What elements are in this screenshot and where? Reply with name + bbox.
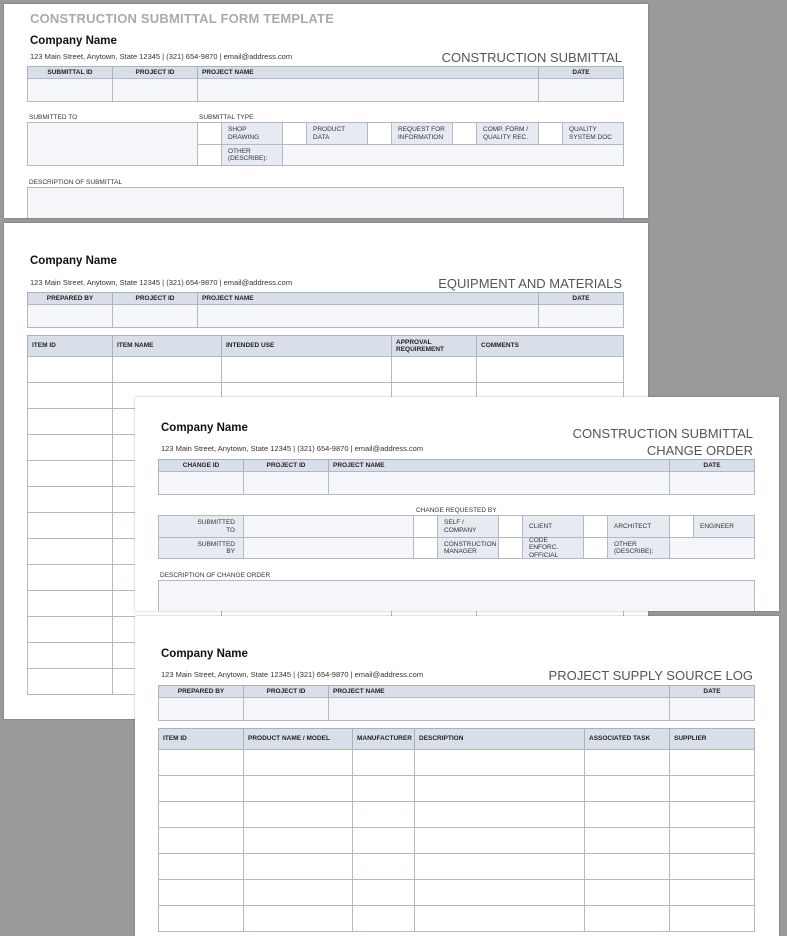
- form-title: CONSTRUCTION SUBMITTAL: [441, 50, 622, 65]
- other-describe-input[interactable]: [282, 144, 624, 166]
- table-cell[interactable]: [584, 801, 670, 828]
- table-cell[interactable]: [27, 382, 113, 409]
- checkbox-engineer[interactable]: [669, 515, 694, 538]
- table-cell[interactable]: [158, 827, 244, 854]
- table-cell[interactable]: [352, 749, 415, 776]
- table-cell[interactable]: [584, 853, 670, 880]
- option-product-data: PRODUCT DATA: [306, 122, 368, 145]
- header-project-name: PROJECT NAME: [328, 459, 670, 472]
- table-cell[interactable]: [352, 801, 415, 828]
- header-prepared-by: PREPARED BY: [27, 292, 113, 305]
- table-cell[interactable]: [243, 853, 353, 880]
- company-name: Company Name: [30, 35, 117, 47]
- table-cell[interactable]: [414, 879, 585, 906]
- col-manufacturer: MANUFACTURER: [352, 728, 415, 750]
- other-describe-input[interactable]: [669, 537, 755, 559]
- header-change-id: CHANGE ID: [158, 459, 244, 472]
- header-project-id: PROJECT ID: [112, 292, 198, 305]
- checkbox-shop-drawing[interactable]: [197, 122, 222, 145]
- form-title-line1: CONSTRUCTION SUBMITTAL: [572, 426, 753, 441]
- header-date: DATE: [538, 66, 624, 79]
- table-cell[interactable]: [243, 749, 353, 776]
- option-other: OTHER (DESCRIBE):: [221, 144, 283, 166]
- table-cell[interactable]: [158, 749, 244, 776]
- table-cell[interactable]: [243, 879, 353, 906]
- header-prepared-by: PREPARED BY: [158, 685, 244, 698]
- submitted-to-input[interactable]: [27, 122, 198, 166]
- header-submittal-id: SUBMITTAL ID: [27, 66, 113, 79]
- table-cell[interactable]: [27, 564, 113, 591]
- table-cell[interactable]: [158, 905, 244, 932]
- header-date: DATE: [669, 685, 755, 698]
- page-change-order: [135, 397, 779, 611]
- submitted-by-input[interactable]: [243, 537, 414, 559]
- checkbox-other[interactable]: [197, 144, 222, 166]
- option-code-enforcement: CODE ENFORC. OFFICIAL: [522, 537, 584, 559]
- change-requested-by-label: CHANGE REQUESTED BY: [416, 507, 497, 514]
- table-cell[interactable]: [584, 775, 670, 802]
- table-cell[interactable]: [352, 853, 415, 880]
- project-name-input[interactable]: [197, 78, 539, 102]
- table-cell[interactable]: [27, 356, 113, 383]
- template-title: CONSTRUCTION SUBMITTAL FORM TEMPLATE: [30, 11, 335, 26]
- table-cell[interactable]: [27, 590, 113, 617]
- table-cell[interactable]: [584, 905, 670, 932]
- table-cell[interactable]: [243, 775, 353, 802]
- table-cell[interactable]: [27, 668, 113, 695]
- table-cell[interactable]: [112, 356, 222, 383]
- prepared-by-input[interactable]: [27, 304, 113, 328]
- table-cell[interactable]: [243, 905, 353, 932]
- table-cell[interactable]: [414, 749, 585, 776]
- table-cell[interactable]: [584, 827, 670, 854]
- col-supplier: SUPPLIER: [669, 728, 755, 750]
- table-cell[interactable]: [352, 775, 415, 802]
- col-item-id: ITEM ID: [158, 728, 244, 750]
- description-input[interactable]: [27, 187, 624, 218]
- table-cell[interactable]: [584, 879, 670, 906]
- company-address: 123 Main Street, Anytown, State 12345 | (321) 654-9870 | email@address.com: [30, 278, 293, 287]
- col-item-name: ITEM NAME: [112, 335, 222, 357]
- table-cell[interactable]: [669, 879, 755, 906]
- table-cell[interactable]: [669, 801, 755, 828]
- option-architect: ARCHITECT: [607, 515, 670, 538]
- form-title: [573, 426, 753, 460]
- form-title: EQUIPMENT AND MATERIALS: [438, 276, 622, 291]
- table-cell[interactable]: [669, 827, 755, 854]
- project-name-input[interactable]: [197, 304, 539, 328]
- col-intended-use: INTENDED USE: [221, 335, 392, 357]
- checkbox-comp-form[interactable]: [452, 122, 477, 145]
- table-cell[interactable]: [669, 749, 755, 776]
- table-cell[interactable]: [414, 801, 585, 828]
- checkbox-client[interactable]: [498, 515, 523, 538]
- table-cell[interactable]: [243, 827, 353, 854]
- header-project-name: PROJECT NAME: [197, 66, 539, 79]
- table-cell[interactable]: [476, 356, 624, 383]
- table-cell[interactable]: [221, 356, 392, 383]
- header-project-name: PROJECT NAME: [197, 292, 539, 305]
- table-cell[interactable]: [414, 905, 585, 932]
- table-cell[interactable]: [414, 853, 585, 880]
- form-title-line2: CHANGE ORDER: [646, 442, 753, 458]
- submitted-to-label: SUBMITTED TO: [158, 515, 244, 538]
- table-cell[interactable]: [352, 827, 415, 854]
- table-cell[interactable]: [414, 827, 585, 854]
- prepared-by-input[interactable]: [158, 697, 244, 721]
- checkbox-architect[interactable]: [583, 515, 608, 538]
- company-name: Company Name: [161, 422, 248, 434]
- project-name-input[interactable]: [328, 471, 670, 495]
- table-cell[interactable]: [158, 879, 244, 906]
- checkbox-other[interactable]: [583, 537, 608, 559]
- table-cell[interactable]: [414, 775, 585, 802]
- option-quality-doc: QUALITY SYSTEM DOC: [562, 122, 624, 145]
- table-cell[interactable]: [27, 512, 113, 539]
- table-cell[interactable]: [27, 642, 113, 669]
- col-item-id: ITEM ID: [27, 335, 113, 357]
- project-id-input[interactable]: [243, 697, 329, 721]
- company-address: 123 Main Street, Anytown, State 12345 | (321) 654-9870 | email@address.com: [30, 52, 293, 61]
- project-name-input[interactable]: [328, 697, 670, 721]
- table-cell[interactable]: [243, 801, 353, 828]
- header-project-id: PROJECT ID: [243, 459, 329, 472]
- project-id-input[interactable]: [112, 304, 198, 328]
- header-project-name: PROJECT NAME: [328, 685, 670, 698]
- col-approval-requirement: APPROVAL REQUIREMENT: [391, 335, 477, 357]
- company-name: Company Name: [161, 648, 248, 660]
- table-cell[interactable]: [27, 486, 113, 513]
- company-address: 123 Main Street, Anytown, State 12345 | (321) 654-9870 | email@address.com: [161, 444, 424, 453]
- table-cell[interactable]: [158, 801, 244, 828]
- company-address: 123 Main Street, Anytown, State 12345 | (321) 654-9870 | email@address.com: [161, 670, 424, 679]
- description-label: DESCRIPTION OF SUBMITTAL: [29, 179, 123, 186]
- option-construction-manager: CONSTRUCTION MANAGER: [437, 537, 499, 559]
- form-title: PROJECT SUPPLY SOURCE LOG: [548, 668, 753, 683]
- page-construction-submittal: [4, 4, 648, 218]
- change-id-input[interactable]: [158, 471, 244, 495]
- option-comp-form: COMP. FORM / QUALITY REC.: [476, 122, 539, 145]
- date-input[interactable]: [538, 304, 624, 328]
- col-product-name: PRODUCT NAME / MODEL: [243, 728, 353, 750]
- date-input[interactable]: [538, 78, 624, 102]
- option-client: CLIENT: [522, 515, 584, 538]
- table-cell[interactable]: [391, 356, 477, 383]
- project-id-input[interactable]: [112, 78, 198, 102]
- checkbox-code-enforcement[interactable]: [498, 537, 523, 559]
- table-cell[interactable]: [584, 749, 670, 776]
- header-project-id: PROJECT ID: [112, 66, 198, 79]
- col-description: DESCRIPTION: [414, 728, 585, 750]
- table-cell[interactable]: [352, 905, 415, 932]
- table-cell[interactable]: [669, 853, 755, 880]
- submitted-to-input[interactable]: [243, 515, 414, 538]
- table-cell[interactable]: [27, 538, 113, 565]
- table-cell[interactable]: [158, 853, 244, 880]
- checkbox-construction-manager[interactable]: [413, 537, 438, 559]
- checkbox-quality-doc[interactable]: [538, 122, 563, 145]
- option-self-company: SELF / COMPANY: [437, 515, 499, 538]
- header-date: DATE: [538, 292, 624, 305]
- header-date: DATE: [669, 459, 755, 472]
- col-associated-task: ASSOCIATED TASK: [584, 728, 670, 750]
- submittal-type-label: SUBMITTAL TYPE: [199, 114, 254, 121]
- submitted-by-label: SUBMITTED BY: [158, 537, 244, 559]
- description-label: DESCRIPTION OF CHANGE ORDER: [160, 572, 271, 579]
- page-supply-source-log: [135, 616, 779, 936]
- table-cell[interactable]: [27, 434, 113, 461]
- table-cell[interactable]: [27, 460, 113, 487]
- date-input[interactable]: [669, 471, 755, 495]
- checkbox-rfi[interactable]: [367, 122, 392, 145]
- checkbox-self-company[interactable]: [413, 515, 438, 538]
- description-input[interactable]: [158, 580, 755, 611]
- date-input[interactable]: [669, 697, 755, 721]
- company-name: Company Name: [30, 255, 117, 267]
- header-project-id: PROJECT ID: [243, 685, 329, 698]
- submitted-to-label: SUBMITTED TO: [29, 114, 78, 121]
- table-cell[interactable]: [669, 775, 755, 802]
- option-rfi: REQUEST FOR INFORMATION: [391, 122, 453, 145]
- table-cell[interactable]: [669, 905, 755, 932]
- table-cell[interactable]: [27, 408, 113, 435]
- table-cell[interactable]: [27, 616, 113, 643]
- checkbox-product-data[interactable]: [282, 122, 307, 145]
- option-shop-drawing: SHOP DRAWING: [221, 122, 283, 145]
- table-cell[interactable]: [352, 879, 415, 906]
- col-comments: COMMENTS: [476, 335, 624, 357]
- option-engineer: ENGINEER: [693, 515, 755, 538]
- submittal-id-input[interactable]: [27, 78, 113, 102]
- option-other: OTHER (DESCRIBE):: [607, 537, 670, 559]
- table-cell[interactable]: [158, 775, 244, 802]
- project-id-input[interactable]: [243, 471, 329, 495]
